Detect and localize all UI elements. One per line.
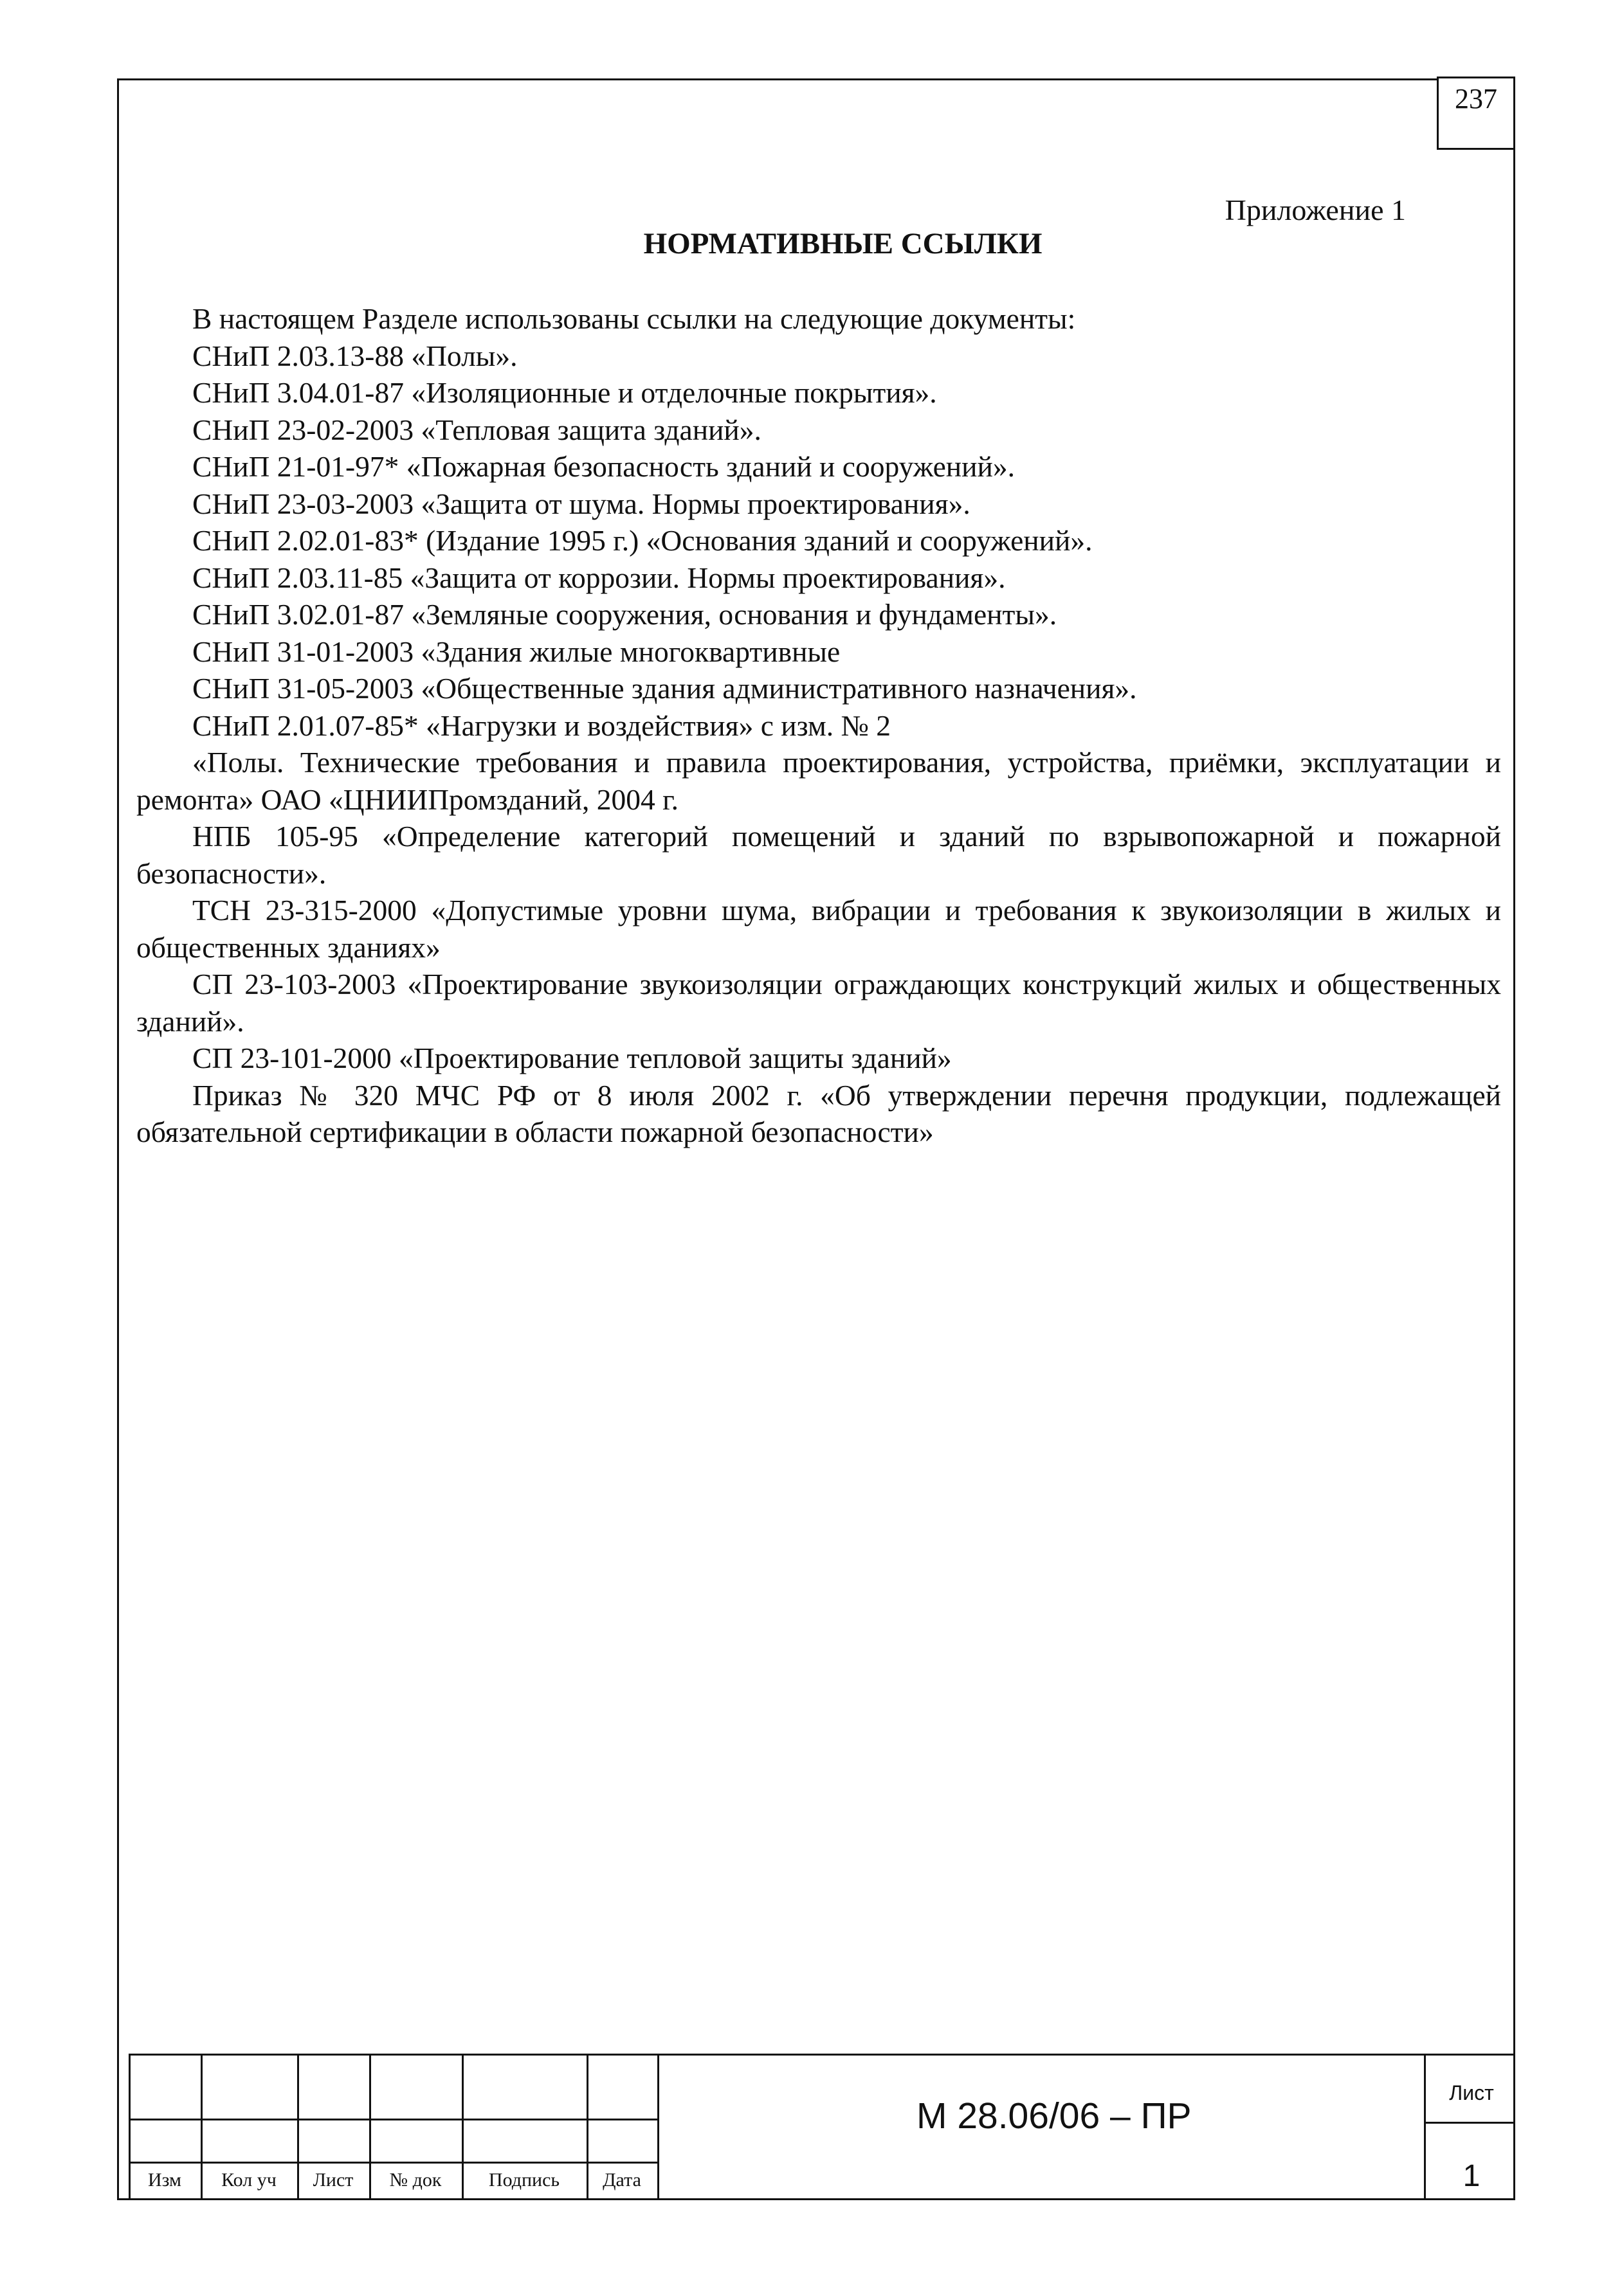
column-caption-doc-number: № док	[389, 2169, 442, 2191]
reference-paragraph: НПБ 105-95 «Определение категорий помещений и зданий по взрывопожарной и пожарной безопасности».	[136, 820, 1501, 890]
document-body	[136, 300, 1501, 1151]
sheet-number: 1	[1463, 2159, 1481, 2193]
reference-item: СНиП 23-03-2003 «Защита от шума. Нормы проектирования».	[192, 487, 970, 520]
document-designation: М 28.06/06 – ПР	[916, 2095, 1192, 2137]
column-caption-signature: Подпись	[488, 2169, 560, 2191]
appendix-label: Приложение 1	[1225, 194, 1406, 226]
reference-paragraph: СП 23-101-2000 «Проектирование тепловой защиты зданий»	[192, 1042, 952, 1074]
reference-paragraph: ТСН 23-315-2000 «Допустимые уровни шума, вибрации и требования к звукоизоляции в жилых и общественных зданиях»	[136, 894, 1501, 964]
page-number: 237	[1455, 83, 1497, 114]
reference-item: СНиП 3.04.01-87 «Изоляционные и отделочные покрытия».	[192, 376, 937, 409]
reference-paragraph: Приказ № 320 МЧС РФ от 8 июля 2002 г. «Об утверждении перечня продукции, подлежащей обязательной сертификации в области пожарной безопасности»	[136, 1078, 1501, 1148]
reference-paragraph: СП 23-103-2003 «Проектирование звукоизоляции ограждающих конструкций жилых и общественных зданий».	[136, 968, 1501, 1038]
reference-item: СНиП 21-01-97* «Пожарная безопасность зданий и сооружений».	[192, 450, 1015, 483]
intro-text: В настоящем Разделе использованы ссылки на следующие документы:	[192, 302, 1076, 335]
title-block	[129, 2054, 1515, 2200]
revision-grid	[129, 2056, 659, 2200]
reference-item: СНиП 31-05-2003 «Общественные здания административного назначения».	[192, 672, 1137, 705]
column-caption-date: Дата	[603, 2169, 641, 2191]
reference-item: СНиП 2.02.01-83* (Издание 1995 г.) «Основания зданий и сооружений».	[192, 524, 1093, 557]
page-title: НОРМАТИВНЫЕ ССЫЛКИ	[643, 227, 1043, 260]
page-number-box	[1437, 77, 1515, 150]
reference-item: СНиП 2.03.13-88 «Полы».	[192, 339, 518, 372]
reference-item: СНиП 3.02.01-87 «Земляные сооружения, основания и фундаменты».	[192, 598, 1057, 631]
reference-item: СНиП 31-01-2003 «Здания жилые многоквартивные	[192, 635, 841, 668]
reference-item: СНиП 2.01.07-85* «Нагрузки и воздействия» с изм. № 2	[192, 709, 891, 742]
column-caption-izm: Изм	[147, 2169, 182, 2191]
reference-item: СНиП 2.03.11-85 «Защита от коррозии. Нормы проектирования».	[192, 561, 1006, 594]
reference-item: СНиП 23-02-2003 «Тепловая защита зданий».	[192, 413, 761, 446]
sheet-label: Лист	[1449, 2081, 1494, 2104]
reference-paragraph: «Полы. Технические требования и правила проектирования, устройства, приёмки, эксплуатации и ремонта» ОАО «ЦНИИПромзданий, 2004 г.	[136, 746, 1501, 816]
column-caption-list: Лист	[313, 2169, 354, 2191]
column-caption-kol-uch: Кол уч	[221, 2169, 277, 2191]
